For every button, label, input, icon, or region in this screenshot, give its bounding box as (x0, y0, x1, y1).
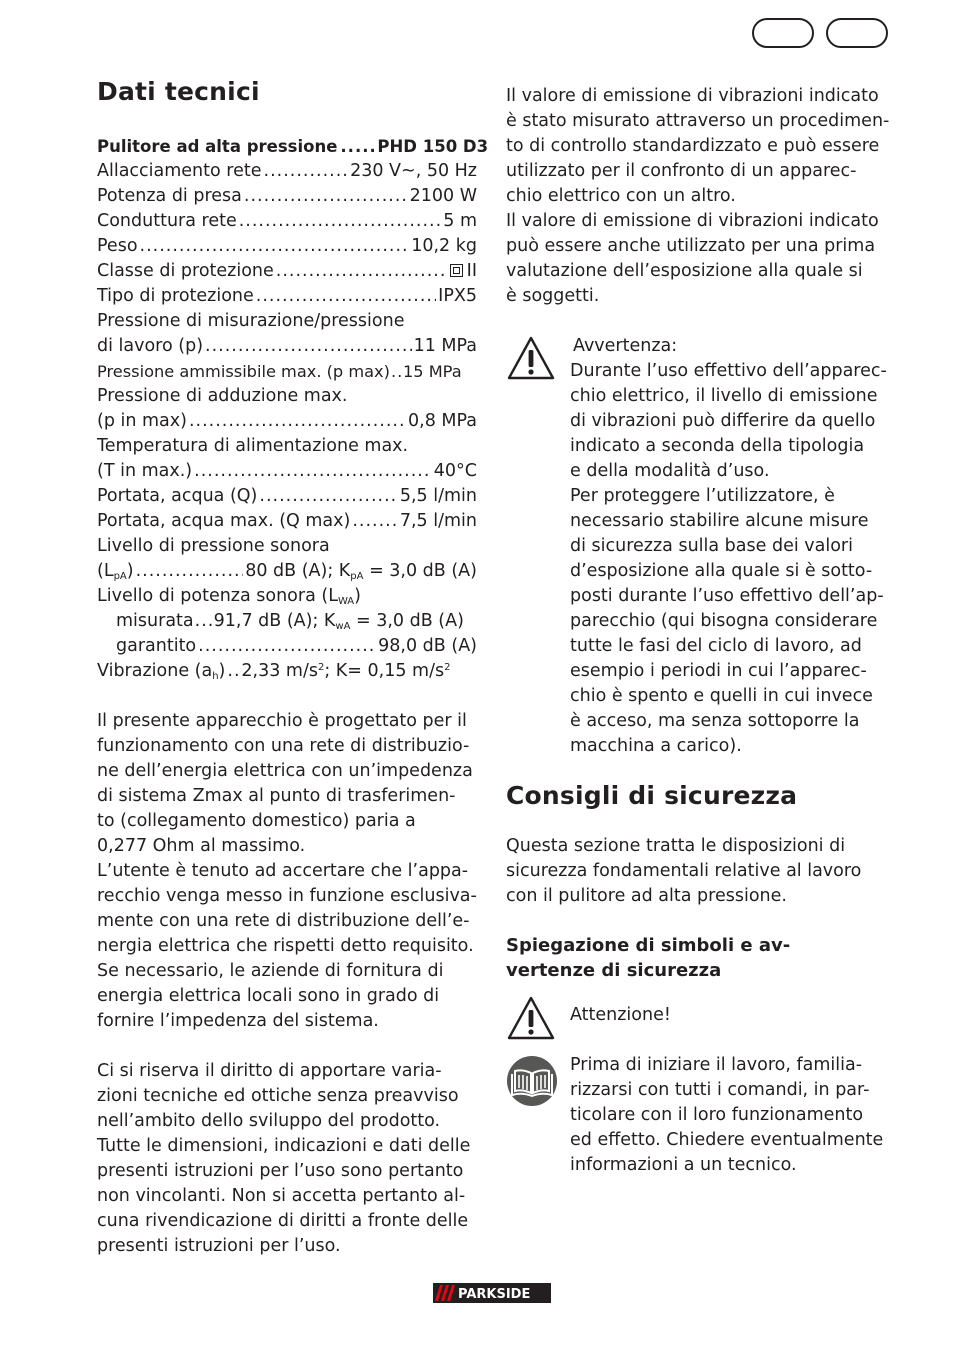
paragraph-safety (506, 834, 892, 909)
text-line: Il valore di emissione di vibrazioni indicato (506, 86, 879, 106)
text-line: Se necessario, le aziende di fornitura di (97, 961, 444, 981)
spec-row-protection-class: Classe di protezione ..... II (97, 259, 477, 284)
attention-label: Attenzione! (570, 1005, 671, 1025)
text-line: sicurezza fondamentali relative al lavoro (506, 861, 862, 881)
spec-row-sound-power-line1: Livello di potenza sonora $(L_{WA})$ (97, 586, 361, 607)
text-line: Ci si riserva il diritto di apportare varia- (97, 1061, 442, 1081)
right-column (506, 84, 892, 1178)
text-line: Il valore di emissione di vibrazioni indicato (506, 211, 879, 231)
text-line: 0,277 Ohm al massimo. (97, 836, 306, 856)
spec-list (97, 134, 489, 684)
text-line: recchio venga messo in funzione esclusiva- (97, 886, 477, 906)
read-manual-book-icon (506, 1055, 558, 1107)
warning-title: Avvertenza: (573, 336, 678, 356)
text-line: Questa sezione tratta le disposizioni di (506, 836, 846, 856)
text-line: Per proteggere l’utilizzatore, è (570, 486, 835, 506)
text-line: posti durante l’uso effettivo dell’ap- (570, 586, 884, 606)
text-line: ticolare con il loro funzionamento (570, 1105, 864, 1125)
text-line: di sistema Zmax al punto di trasferimen- (97, 786, 456, 806)
text-line: presenti istruzioni per l’uso sono pertanto (97, 1161, 464, 1181)
parkside-logo (433, 1283, 551, 1303)
spec-row-sound-power-guaranteed: garantito ..... 98,0 dB (A) (97, 634, 477, 659)
text-line: parecchio (qui bisogna considerare (570, 611, 878, 631)
spec-row-protection-type: Tipo di protezione ..... IPX5 (97, 284, 477, 309)
text-line: fornire l’impedenza del sistema. (97, 1011, 379, 1031)
spec-row-temperature-line1: Temperatura di alimentazione max. (97, 436, 409, 456)
spec-row-work-pressure: di lavoro (p) ..... 11 MPa (97, 334, 477, 359)
section-title-technical-data: Dati tecnici (97, 77, 260, 106)
text-line: Il presente apparecchio è progettato per il (97, 711, 467, 731)
text-line: tutte le fasi del ciclo di lavoro, ad (570, 636, 862, 656)
text-line: chio elettrico con un altro. (506, 186, 736, 206)
text-line: cuna rivendicazione di diritti a fronte delle (97, 1211, 469, 1231)
text-line: energia elettrica locali sono in grado di (97, 986, 440, 1006)
section-title-safety: Consigli di sicurezza (506, 781, 798, 810)
text-line: esempio i periodi in cui l’apparec- (570, 661, 867, 681)
text-line: Tutte le dimensioni, indicazioni e dati delle (97, 1136, 471, 1156)
text-line: utilizzato per il confronto di un apparec- (506, 161, 857, 181)
paragraph-rights (97, 1059, 477, 1259)
text-line: e della modalità d’uso. (570, 461, 770, 481)
paragraph-vibration (506, 84, 892, 309)
text-line: to di controllo standardizzato e può essere (506, 136, 880, 156)
text-line: rizzarsi con tutti i comandi, in par- (570, 1080, 870, 1100)
spec-row-max-pressure: Pressione ammissibile max. (p max) ..... 15 MPa (97, 359, 477, 384)
text-line: di sicurezza sulla base dei valori (570, 536, 853, 556)
warning-block (506, 334, 892, 759)
text-line: chio elettrico, il livello di emissione (570, 386, 878, 406)
spec-row-cable: Conduttura rete ..... 5 m (97, 209, 477, 234)
paragraph-impedance (97, 709, 477, 1034)
language-badges (752, 18, 888, 48)
text-line: d’esposizione alla quale si è sotto- (570, 561, 873, 581)
protection-class-ii-icon (450, 264, 463, 277)
text-line: funzionamento con una rete di distribuzio- (97, 736, 470, 756)
text-line: presenti istruzioni per l’uso. (97, 1236, 341, 1256)
left-column (97, 76, 489, 1259)
text-line: ed effetto. Chiedere eventualmente (570, 1130, 884, 1150)
text-line: chio è spento e quelli in cui invece (570, 686, 873, 706)
text-line: è stato misurato attraverso un procedimen- (506, 111, 890, 131)
spec-row-power: Potenza di presa ..... 2100 W (97, 184, 477, 209)
subsection-title-symbols: Spiegazione di simboli e av- vertenze di sicurezza (506, 935, 791, 981)
spec-row-sound-power-measured: misurata ..... 91,7 dB (A); $K_{wA} = 3,0$ dB (A) (97, 609, 477, 634)
text-line: mente con una rete di distribuzione dell’e- (97, 911, 470, 931)
text-line: Prima di iniziare il lavoro, familia- (570, 1055, 863, 1075)
spec-row-flow: Portata, acqua (Q) ..... 5,5 l/min (97, 484, 477, 509)
text-line: to (collegamento domestico) paria a (97, 811, 416, 831)
text-line: indicato a seconda della tipologia (570, 436, 865, 456)
spec-row-supply: Allacciamento rete ..... 230 V~, 50 Hz (97, 159, 477, 184)
spec-row-flow-max: Portata, acqua max. (Q max) ..... 7,5 l/min (97, 509, 477, 534)
spec-row-work-pressure-line1: Pressione di misurazione/pressione (97, 311, 405, 331)
warning-triangle-icon (506, 334, 556, 384)
spec-row-sound-pressure: $(L_{pA})$ ..... 80 dB (A); $K_{pA} = 3,0$ dB (A) (97, 559, 477, 584)
text-line: Durante l’uso effettivo dell’apparec- (570, 361, 887, 381)
text-line: con il pulitore ad alta pressione. (506, 886, 787, 906)
text-line: zioni tecniche ed ottiche senza preavviso (97, 1086, 459, 1106)
warning-triangle-icon (506, 994, 556, 1044)
text-line: nell’ambito dello sviluppo del prodotto. (97, 1111, 441, 1131)
text-line: è soggetti. (506, 286, 600, 306)
text-line: macchina a carico). (570, 736, 742, 756)
spec-row-vibration: Vibrazione $(a_h)$ ..... 2,33 $m/s^2$; K= 0,15 $m/s^2$ (97, 659, 477, 684)
spec-row-inlet-pressure-line1: Pressione di adduzione max. (97, 386, 348, 406)
text-line: è acceso, ma senza sottoporre la (570, 711, 860, 731)
text-line: nergia elettrica che rispetti detto requisito. (97, 936, 474, 956)
read-manual-block (506, 1053, 892, 1178)
text-line: può essere anche utilizzato per una prima (506, 236, 876, 256)
text-line: informazioni a un tecnico. (570, 1155, 797, 1175)
text-line: valutazione dell’esposizione alla quale si (506, 261, 863, 281)
spec-row-weight: Peso ..... 10,2 kg (97, 234, 477, 259)
spec-row-sound-pressure-line1: Livello di pressione sonora (97, 536, 330, 556)
attention-block (506, 1003, 892, 1053)
text-line: non vincolanti. Non si accetta pertanto al- (97, 1186, 466, 1206)
language-badge-2 (826, 18, 888, 48)
spec-row-model: Pulitore ad alta pressione ..... PHD 150 D3 (97, 134, 477, 159)
text-line: ne dell’energia elettrica con un’impedenza (97, 761, 473, 781)
language-badge-1 (752, 18, 814, 48)
spec-row-inlet-pressure: (p in max) ..... 0,8 MPa (97, 409, 477, 434)
text-line: necessario stabilire alcune misure (570, 511, 869, 531)
text-line: L’utente è tenuto ad accertare che l’appa- (97, 861, 469, 881)
spec-row-temperature: (T in max.) ..... 40°C (97, 459, 477, 484)
svg-text:PARKSIDE: PARKSIDE (458, 1287, 531, 1302)
text-line: di vibrazioni può differire da quello (570, 411, 876, 431)
